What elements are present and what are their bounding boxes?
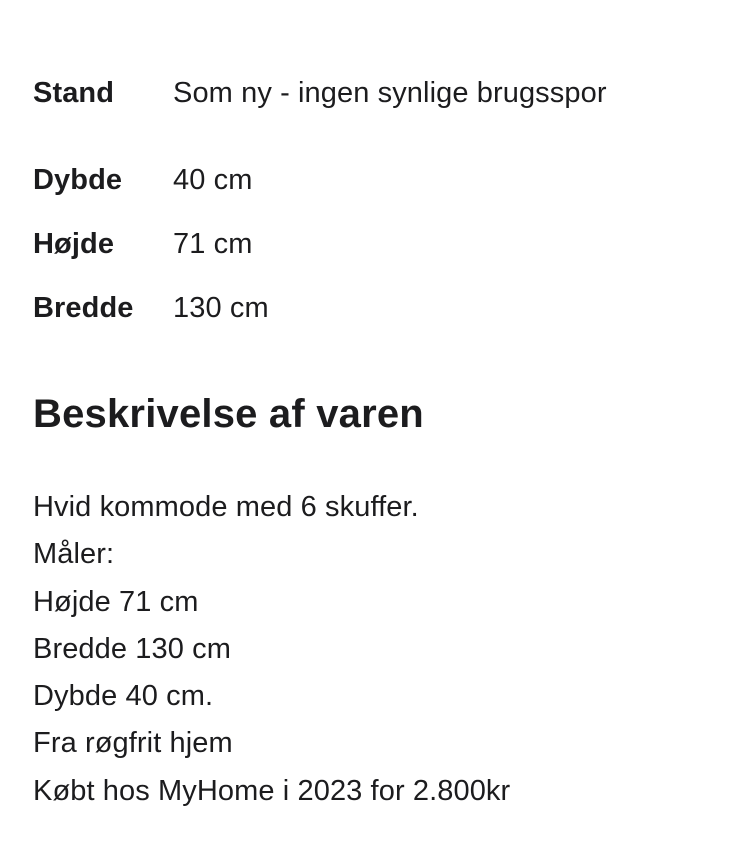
spec-row-width [33,292,269,325]
spec-row-height [33,228,252,261]
spec-label: Højde [33,228,115,260]
description-line: Måler: [33,538,115,571]
description-line: Fra røgfrit hjem [33,727,233,760]
spec-label: Stand [33,77,115,109]
description-text [33,484,510,815]
spec-value: 40 cm [173,164,253,196]
spec-value: 130 cm [173,292,269,324]
spec-row-condition [33,77,607,110]
description-line: Købt hos MyHome i 2023 for 2.800kr [33,774,511,807]
description-line: Dybde 40 cm. [33,680,214,713]
spec-value: Som ny - ingen synlige brugsspor [173,77,607,109]
description-line: Højde 71 cm [33,585,199,618]
description-line: Hvid kommode med 6 skuffer. [33,491,419,523]
spec-label: Dybde [33,164,123,196]
spec-label: Bredde [33,292,134,324]
description-heading: Beskrivelse af varen [33,392,424,436]
description-line: Bredde 130 cm [33,632,231,665]
spec-value: 71 cm [173,228,253,260]
spec-row-depth [33,164,252,197]
